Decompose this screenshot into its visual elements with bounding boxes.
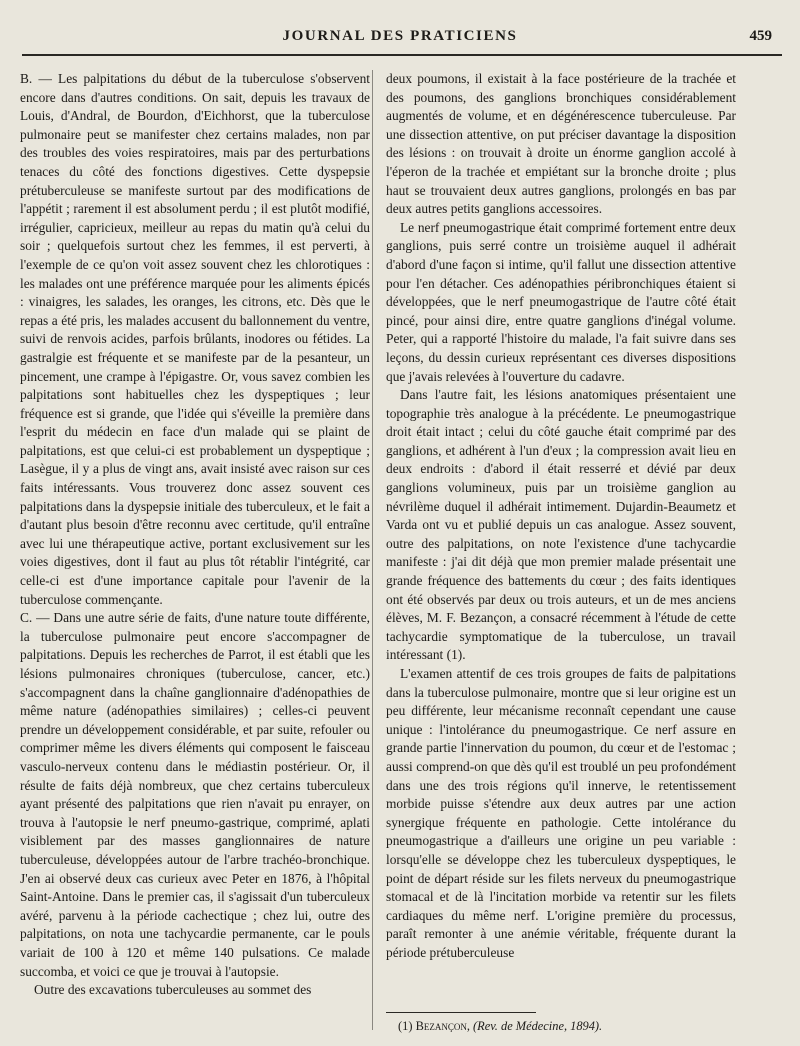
- paragraph-continued: deux poumons, il existait à la face postérieure de la trachée et des poumons, des ganglions bronchiques considérablement augmentés de volume, et en dégénérescence tuberculeuse. Par une dissection attentive, on put préciser davantage la disposition des lésions : on trouvait à droite un énorme ganglion accolé à l'éperon de la trachée et empiétant sur la bronche droite ; plus haut se trouvaient deux autres ganglions, prolongés en bas par deux autres petits ganglions accessoires.: [386, 71, 736, 217]
- footnote-rule: [386, 1012, 536, 1013]
- footnote: (1) Bezançon, (Rev. de Médecine, 1894).: [398, 1019, 603, 1033]
- header-rule: [22, 54, 782, 56]
- page-header: [20, 26, 780, 56]
- paragraph-c: C. — Dans une autre série de faits, d'une nature toute différente, la tuberculose pulmonaire peut encore s'accompagner de palpitations. Depuis les recherches de Parrot, il est établi que les lésions pulmonaires chroniques (tuberculose, cancer, etc.) s'accompagnent dans la chaîne ganglionnaire d'adénopathies de même nature (adénopathies similaires) ; celles-ci peuvent prendre un développement considérable, et par suite, refouler ou comprimer même les divers éléments qui composent le faisceau vasculo-nerveux contenu dans le médiastin postérieur. Or, il résulte de faits déjà nombreux, que chez certains tuberculeux ayant présenté des palpitations que rien n'avait pu enrayer, on trouva à l'autopsie le nerf pneumo-gastrique, comprimé, aplati visiblement par des masses ganglionnaires de nature tuberculeuse, développées autour de l'arbre trachéo-bronchique. J'en ai observé deux cas curieux avec Peter en 1876, à l'hôpital Saint-Antoine. Dans le premier cas, il s'agissait d'un tuberculeux avéré, parvenu à la période cachectique ; chez lui, outre des palpitations, on nota une tachycardie permanente, car le pouls variait de 100 à 120 et même 140 pulsations. Ce malade succomba, et voici ce que je trouvai à l'autopsie.: [20, 610, 370, 979]
- left-column: [20, 70, 370, 1000]
- footnote-source: (Rev. de Médecine, 1894).: [473, 1019, 603, 1033]
- paragraph-b: B. — Les palpitations du début de la tuberculose s'observent encore dans d'autres conditions. On sait, depuis les travaux de Louis, d'Andral, de Bourdon, d'Eichhorst, que la tuberculose pulmonaire peut se manifester chez certains malades, non par des troubles des voies respiratoires, mais par des perturbations tenaces du côté des fonctions digestives. Cette dyspepsie prétuberculeuse se manifeste surtout par des modifications de l'appétit ; rarement il est absolument perdu ; il est plutôt modifié, irrégulier, capricieux, meilleur au repas du matin qu'à celui du soir ; quelquefois surtout chez les femmes, il est perverti, à l'exemple de ce qu'on voit assez souvent chez les chlorotiques : les malades ont une préférence marquée pour les aliments épicés : vinaigres, les salades, les oranges, les citrons, etc. Dès que le repas a été pris, les malades accusent du ballonnement du ventre, suivi de renvois acides, parfois brûlants, inodores ou fétides. La gastralgie est fréquente et se manifeste par de la pesanteur, un pincement, une crampe à l'épigastre. Or, vous savez combien les palpitations sont habituelles chez les dyspeptiques ; leur fréquence est si grande, que l'idée qui s'éveille la première dans l'esprit du médecin en face d'un malade qui se plaint de palpitations, est que celui-ci est probablement un dyspeptique ; Lasègue, il y a plus de vingt ans, avait insisté avec raison sur ces faits intéressants. Vous trouverez donc assez souvent ces palpitations dans la dyspepsie initiale des tuberculeux, et le fait a d'autant plus besoin d'être reconnu avec certitude, qu'il entraîne avec lui une thérapeutique active, portant exclusivement sur les voies digestives, dont il faut au plus tôt rétablir l'intégrité, car celle-ci est d'une importance capitale pour l'avenir de la tuberculose commençante.: [20, 71, 370, 607]
- paragraph-other-case: Dans l'autre fait, les lésions anatomiques présentaient une topographie très analogue à la précédente. Le pneumogastrique droit était intact ; celui du côté gauche était comprimé par des ganglions, et adhérent à l'un d'eux ; la compression avait lieu en deux endroits : d'abord il était resserré et dévié par deux ganglions volumineux, puis par un troisième ganglion au névrilème duquel il adhérait intimement. Dujardin-Beaumetz et Varda ont vu et publié depuis un cas analogue. Assez souvent, outre des palpitations, on note l'existence d'une tachycardie manifeste : j'ai dit déjà que mon premier malade présentait une grande fréquence des battements du cœur ; des faits identiques ont été observés par deux ou trois auteurs, et un de mes anciens élèves, M. F. Bezançon, a consacré récemment à l'étude de cette tachycardie symptomatique de la tuberculose, un travail intéressant (1).: [386, 387, 736, 663]
- paragraph-nerve: Le nerf pneumogastrique était comprimé fortement entre deux ganglions, puis serré contre un troisième auquel il adhérait d'abord d'une façon si intime, qu'il fallut une dissection attentive pour l'en détacher. Ces adénopathies péribronchiques étaient si développées, que le nerf pneumogastrique de l'autre côté était pincé, pour ainsi dire, entre quatre ganglions d'inégal volume. Peter, qui a rapporté l'histoire du malade, l'a fait suivre dans ses leçons, du dessin curieux représentant ces diverses dispositions que j'avais relevées à l'ouverture du cadavre.: [386, 219, 736, 384]
- running-title: JOURNAL DES PRATICIENS: [282, 28, 518, 44]
- column-divider: [372, 70, 373, 1030]
- page-number: 459: [749, 28, 772, 44]
- footnote-author: Bezançon: [415, 1019, 467, 1033]
- right-column: [386, 70, 736, 963]
- footnote-marker: (1): [398, 1019, 413, 1033]
- paragraph-continuation: Outre des excavations tuberculeuses au sommet des: [34, 982, 312, 998]
- paragraph-examination: L'examen attentif de ces trois groupes de faits de palpitations dans la tuberculose pulmonaire, montre que si leur origine est un peu différente, leur mécanisme reconnaît cependant une cause unique : l'intolérance du pneumogastrique. Ce nerf assure en grande partie l'innervation du poumon, du cœur et de l'estomac ; aussi comprend-on que dès qu'il est troublé un peu profondément dans une des trois régions qu'il innerve, le retentissement morbide puisse s'étendre aux deux autres par une action synergique fréquente en pathologie. Cette intolérance du pneumogastrique a d'ailleurs une origine un peu variable : lorsqu'elle se développe chez les tuberculeux dyspeptiques, le point de départ réside sur les filets nerveux du pneumogastrique stomacal et de là l'incitation morbide va retentir sur les filets cardiaques du même nerf. L'origine première du processus, paraît remonter à une anémie véritable, fréquente durant la période prétuberculeuse: [386, 666, 736, 960]
